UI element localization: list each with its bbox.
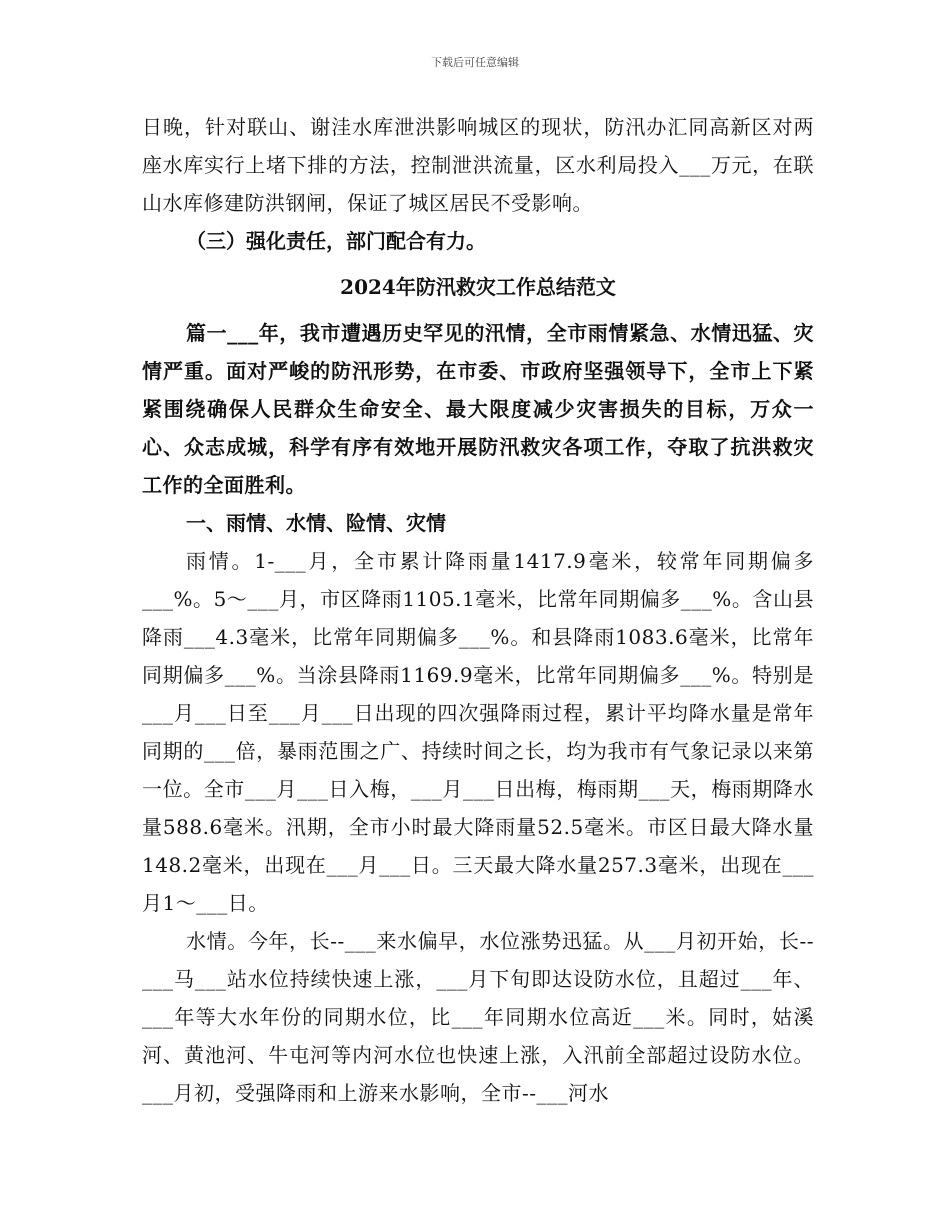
- section-heading-overview: 一、雨情、水情、险情、灾情: [186, 511, 446, 535]
- paragraph-water-level: 水情。今年，长--___来水偏早，水位涨势迅猛。从___月初开始，长--___马___站水位持续快速上涨，___月下旬即达设防水位，且超过___年、___年等大水年份的同期水位，比___年同期水位高近___米。同时，姑溪河、黄池河、牛屯河等内河水位也快速上涨，入汛前全部超过设防水位。___月初，受强降雨和上游来水影响，全市--___河水: [142, 929, 814, 1105]
- document-title: 2024年防汛救灾工作总结范文: [340, 275, 616, 299]
- paragraph-intro: 篇一___年，我市遭遇历史罕见的汛情，全市雨情紧急、水情迅猛、灾情严重。面对严峻的防汛形势，在市委、市政府坚强领导下，全市上下紧紧围绕确保人民群众生命安全、最大限度减少灾害损失的目标，万众一心、众志成城，科学有序有效地开展防汛救灾各项工作，夺取了抗洪救灾工作的全面胜利。: [142, 321, 814, 497]
- page-header-note: 下载后可任意编辑: [431, 56, 519, 69]
- paragraph-flood-discharge: 日晚，针对联山、谢洼水库泄洪影响城区的现状，防汛办汇同高新区对两座水库实行上堵下排的方法，控制泄洪流量，区水利局投入___万元，在联山水库修建防洪钢闸，保证了城区居民不受影响。: [142, 115, 814, 215]
- document-body: [142, 108, 814, 1112]
- section-heading-responsibility: （三）强化责任，部门配合有力。: [186, 229, 486, 253]
- paragraph-rainfall: 雨情。1-___月，全市累计降雨量1417.9毫米，较常年同期偏多___%。5～___月，市区降雨1105.1毫米，比常年同期偏多___%。含山县降雨___4.3毫米，比常年同期偏多___%。和县降雨1083.6毫米，比常年同期偏多___%。当涂县降雨1169.9毫米，比常年同期偏多___%。特别是___月___日至___月___日出现的四次强降雨过程，累计平均降水量是常年同期的___倍，暴雨范围之广、持续时间之长，均为我市有气象记录以来第一位。全市___月___日入梅，___月___日出梅，梅雨期___天，梅雨期降水量588.6毫米。汛期，全市小时最大降雨量52.5毫米。市区日最大降水量148.2毫米，出现在___月___日。三天最大降水量257.3毫米，出现在___月1～___日。: [142, 549, 814, 915]
